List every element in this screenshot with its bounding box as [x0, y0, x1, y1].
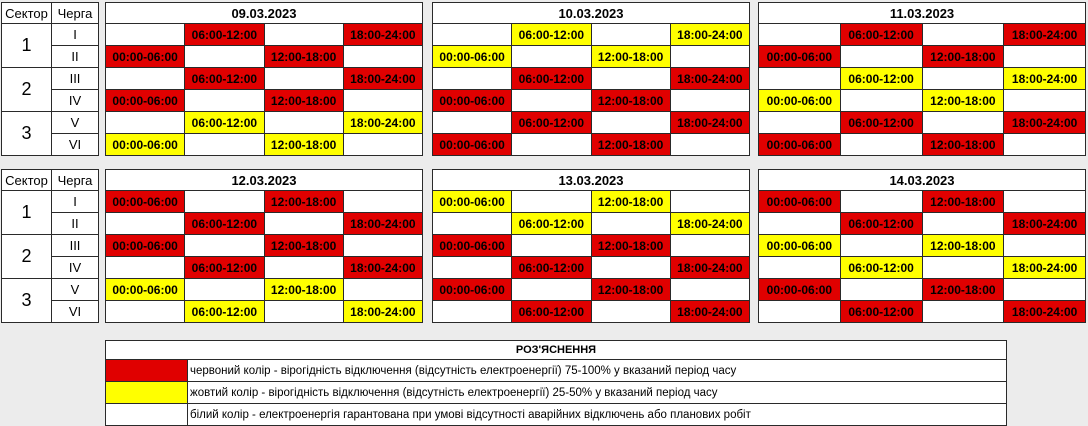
- slot-cell: 18:00-24:00: [1004, 213, 1086, 235]
- slot-cell: [343, 191, 422, 213]
- slot-cell: [591, 257, 670, 279]
- slot-cell: [264, 257, 343, 279]
- slot-cell: [264, 24, 343, 46]
- slot-cell: 06:00-12:00: [840, 257, 922, 279]
- slot-cell: 18:00-24:00: [670, 112, 749, 134]
- sector-header: Сектор: [2, 170, 52, 191]
- slot-cell: [106, 24, 185, 46]
- slot-cell: 18:00-24:00: [1004, 112, 1086, 134]
- legend-text-yellow: жовтий колір - вірогідність відключення (відсутність електроенергії) 25-50% у вказаний період часу: [188, 382, 1007, 404]
- queue-label: II: [52, 46, 99, 68]
- slot-cell: 12:00-18:00: [922, 235, 1004, 257]
- slot-cell: 00:00-06:00: [759, 90, 841, 112]
- slot-cell: [840, 90, 922, 112]
- slot-cell: [106, 257, 185, 279]
- slot-cell: 06:00-12:00: [185, 112, 264, 134]
- slot-cell: 12:00-18:00: [264, 90, 343, 112]
- slot-cell: [512, 46, 591, 68]
- slot-cell: 12:00-18:00: [591, 46, 670, 68]
- legend-title: РОЗ'ЯСНЕННЯ: [106, 341, 1007, 360]
- slot-cell: 12:00-18:00: [922, 191, 1004, 213]
- sector-label: 2: [2, 68, 52, 112]
- slot-cell: 12:00-18:00: [264, 134, 343, 156]
- queue-label: I: [52, 191, 99, 213]
- slot-cell: 00:00-06:00: [759, 46, 841, 68]
- queue-label: IV: [52, 257, 99, 279]
- slot-cell: 18:00-24:00: [343, 213, 422, 235]
- slot-cell: [922, 213, 1004, 235]
- slot-cell: [591, 112, 670, 134]
- sector-label: 1: [2, 24, 52, 68]
- slot-cell: [433, 213, 512, 235]
- slot-cell: [106, 112, 185, 134]
- slot-cell: [185, 90, 264, 112]
- slot-cell: [106, 213, 185, 235]
- day-schedule-5: [758, 169, 1086, 323]
- slot-cell: [1004, 235, 1086, 257]
- slot-cell: 12:00-18:00: [591, 90, 670, 112]
- legend-table: [105, 340, 1007, 426]
- slot-cell: [185, 46, 264, 68]
- slot-cell: [759, 68, 841, 90]
- slot-cell: 00:00-06:00: [433, 90, 512, 112]
- day-schedule-1: [432, 2, 750, 156]
- slot-cell: 12:00-18:00: [264, 191, 343, 213]
- slot-cell: [106, 301, 185, 323]
- queue-label: III: [52, 68, 99, 90]
- slot-cell: 00:00-06:00: [106, 134, 185, 156]
- queue-label: V: [52, 112, 99, 134]
- slot-cell: [1004, 134, 1086, 156]
- slot-cell: 06:00-12:00: [512, 24, 591, 46]
- slot-cell: 12:00-18:00: [591, 134, 670, 156]
- slot-cell: [106, 68, 185, 90]
- slot-cell: [840, 235, 922, 257]
- slot-cell: [670, 90, 749, 112]
- slot-cell: 12:00-18:00: [922, 46, 1004, 68]
- slot-cell: [433, 112, 512, 134]
- slot-cell: [343, 235, 422, 257]
- slot-cell: 00:00-06:00: [106, 279, 185, 301]
- slot-cell: 06:00-12:00: [512, 68, 591, 90]
- slot-cell: 00:00-06:00: [106, 46, 185, 68]
- slot-cell: [670, 191, 749, 213]
- sector-queue-table-top: [1, 2, 99, 156]
- slot-cell: [840, 279, 922, 301]
- legend-text-white: білий колір - електроенергія гарантована при умові відсутності аварійних відключень або планових робіт: [188, 404, 1007, 426]
- slot-cell: 18:00-24:00: [1004, 24, 1086, 46]
- slot-cell: [343, 279, 422, 301]
- sector-header: Сектор: [2, 3, 52, 24]
- legend-swatch-white: [106, 404, 188, 426]
- slot-cell: 18:00-24:00: [1004, 301, 1086, 323]
- slot-cell: [591, 68, 670, 90]
- slot-cell: 06:00-12:00: [185, 257, 264, 279]
- slot-cell: 12:00-18:00: [591, 235, 670, 257]
- slot-cell: [433, 301, 512, 323]
- slot-cell: [264, 213, 343, 235]
- queue-label: I: [52, 24, 99, 46]
- slot-cell: [512, 279, 591, 301]
- queue-header: Черга: [52, 170, 99, 191]
- queue-header: Черга: [52, 3, 99, 24]
- slot-cell: [433, 68, 512, 90]
- slot-cell: [670, 235, 749, 257]
- slot-cell: [343, 90, 422, 112]
- slot-cell: [670, 279, 749, 301]
- slot-cell: 12:00-18:00: [264, 279, 343, 301]
- slot-cell: [512, 191, 591, 213]
- slot-cell: 00:00-06:00: [759, 279, 841, 301]
- slot-cell: [670, 46, 749, 68]
- schedule-date: 10.03.2023: [433, 3, 750, 24]
- day-schedule-4: [432, 169, 750, 323]
- slot-cell: 18:00-24:00: [670, 24, 749, 46]
- slot-cell: [591, 301, 670, 323]
- slot-cell: [922, 257, 1004, 279]
- slot-cell: [433, 24, 512, 46]
- slot-cell: 12:00-18:00: [922, 279, 1004, 301]
- legend-text-red: червоний колір - вірогідність відключення (відсутність електроенергії) 75-100% у вказаний період часу: [188, 360, 1007, 382]
- slot-cell: 06:00-12:00: [840, 213, 922, 235]
- sector-label: 2: [2, 235, 52, 279]
- slot-cell: 18:00-24:00: [1004, 257, 1086, 279]
- slot-cell: 18:00-24:00: [670, 68, 749, 90]
- sector-label: 3: [2, 279, 52, 323]
- slot-cell: [759, 301, 841, 323]
- slot-cell: 06:00-12:00: [185, 301, 264, 323]
- slot-cell: 00:00-06:00: [759, 235, 841, 257]
- slot-cell: [185, 235, 264, 257]
- slot-cell: [670, 134, 749, 156]
- slot-cell: [512, 134, 591, 156]
- schedule-date: 12.03.2023: [106, 170, 423, 191]
- slot-cell: 00:00-06:00: [433, 46, 512, 68]
- queue-label: II: [52, 213, 99, 235]
- slot-cell: 12:00-18:00: [591, 279, 670, 301]
- slot-cell: 06:00-12:00: [840, 68, 922, 90]
- slot-cell: [840, 134, 922, 156]
- slot-cell: 06:00-12:00: [512, 112, 591, 134]
- schedule-date: 13.03.2023: [433, 170, 750, 191]
- slot-cell: 06:00-12:00: [840, 301, 922, 323]
- day-schedule-2: [758, 2, 1086, 156]
- slot-cell: [759, 257, 841, 279]
- slot-cell: 00:00-06:00: [433, 134, 512, 156]
- queue-label: III: [52, 235, 99, 257]
- slot-cell: [922, 24, 1004, 46]
- slot-cell: [759, 24, 841, 46]
- slot-cell: [512, 235, 591, 257]
- slot-cell: [922, 112, 1004, 134]
- slot-cell: 06:00-12:00: [185, 213, 264, 235]
- slot-cell: 18:00-24:00: [343, 68, 422, 90]
- slot-cell: 06:00-12:00: [185, 68, 264, 90]
- slot-cell: 00:00-06:00: [106, 191, 185, 213]
- slot-cell: 06:00-12:00: [512, 257, 591, 279]
- slot-cell: [264, 68, 343, 90]
- slot-cell: [840, 191, 922, 213]
- slot-cell: [343, 134, 422, 156]
- sector-label: 3: [2, 112, 52, 156]
- slot-cell: 00:00-06:00: [106, 235, 185, 257]
- slot-cell: 06:00-12:00: [185, 24, 264, 46]
- slot-cell: 00:00-06:00: [433, 191, 512, 213]
- schedule-date: 11.03.2023: [759, 3, 1086, 24]
- slot-cell: [591, 213, 670, 235]
- slot-cell: [185, 134, 264, 156]
- queue-label: V: [52, 279, 99, 301]
- slot-cell: [1004, 46, 1086, 68]
- slot-cell: [1004, 279, 1086, 301]
- slot-cell: 18:00-24:00: [343, 24, 422, 46]
- slot-cell: 18:00-24:00: [343, 257, 422, 279]
- slot-cell: 00:00-06:00: [433, 235, 512, 257]
- queue-label: IV: [52, 90, 99, 112]
- slot-cell: [433, 257, 512, 279]
- slot-cell: [512, 90, 591, 112]
- slot-cell: [185, 191, 264, 213]
- slot-cell: 12:00-18:00: [264, 235, 343, 257]
- slot-cell: 06:00-12:00: [512, 301, 591, 323]
- legend-swatch-red: [106, 360, 188, 382]
- day-schedule-3: [105, 169, 423, 323]
- slot-cell: [264, 112, 343, 134]
- slot-cell: [1004, 90, 1086, 112]
- slot-cell: 06:00-12:00: [840, 112, 922, 134]
- slot-cell: 06:00-12:00: [512, 213, 591, 235]
- slot-cell: 18:00-24:00: [1004, 68, 1086, 90]
- slot-cell: 18:00-24:00: [670, 301, 749, 323]
- day-schedule-0: [105, 2, 423, 156]
- schedule-date: 14.03.2023: [759, 170, 1086, 191]
- sector-queue-table-bottom: [1, 169, 99, 323]
- slot-cell: [591, 24, 670, 46]
- slot-cell: [759, 112, 841, 134]
- legend-swatch-yellow: [106, 382, 188, 404]
- queue-label: VI: [52, 301, 99, 323]
- slot-cell: 00:00-06:00: [433, 279, 512, 301]
- slot-cell: 00:00-06:00: [106, 90, 185, 112]
- slot-cell: 12:00-18:00: [264, 46, 343, 68]
- slot-cell: 12:00-18:00: [591, 191, 670, 213]
- slot-cell: 18:00-24:00: [670, 213, 749, 235]
- slot-cell: 00:00-06:00: [759, 134, 841, 156]
- slot-cell: [759, 213, 841, 235]
- slot-cell: 00:00-06:00: [759, 191, 841, 213]
- slot-cell: [343, 46, 422, 68]
- slot-cell: 18:00-24:00: [343, 301, 422, 323]
- slot-cell: 12:00-18:00: [922, 134, 1004, 156]
- slot-cell: 12:00-18:00: [922, 90, 1004, 112]
- slot-cell: [840, 46, 922, 68]
- slot-cell: [1004, 191, 1086, 213]
- slot-cell: [922, 68, 1004, 90]
- slot-cell: [264, 301, 343, 323]
- sector-label: 1: [2, 191, 52, 235]
- schedule-date: 09.03.2023: [106, 3, 423, 24]
- slot-cell: [922, 301, 1004, 323]
- slot-cell: [185, 279, 264, 301]
- slot-cell: 18:00-24:00: [343, 112, 422, 134]
- slot-cell: 06:00-12:00: [840, 24, 922, 46]
- queue-label: VI: [52, 134, 99, 156]
- slot-cell: 18:00-24:00: [670, 257, 749, 279]
